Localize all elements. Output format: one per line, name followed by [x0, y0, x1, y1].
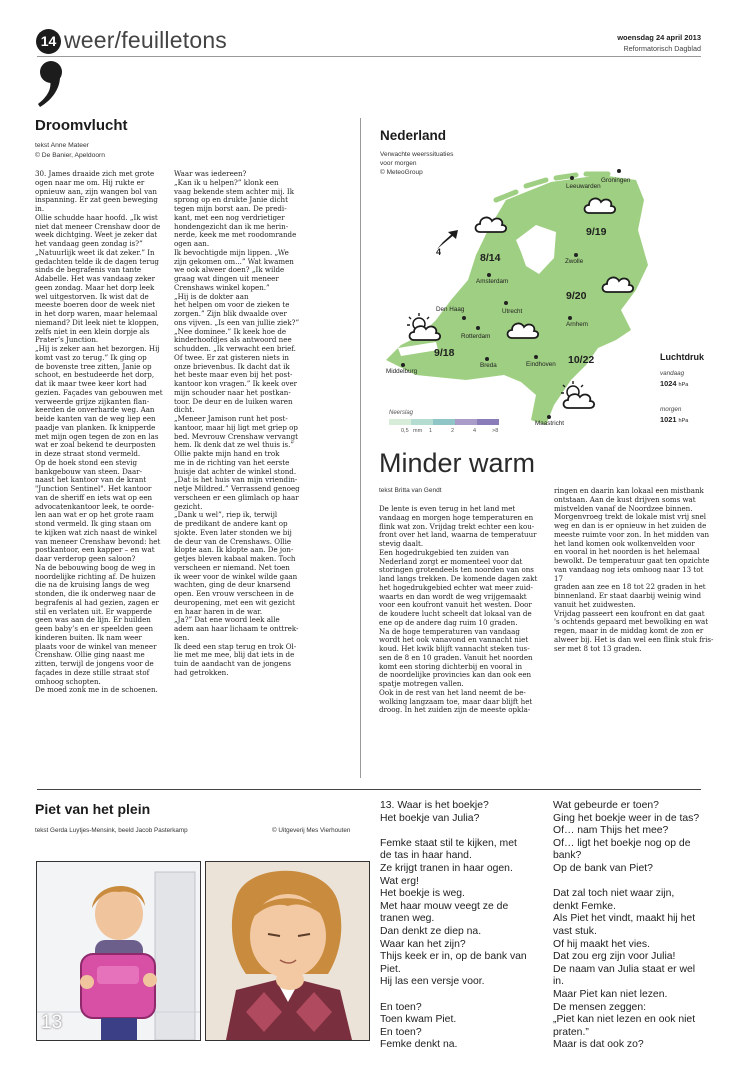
temperature-label: 10/22 — [568, 354, 595, 366]
city-label: Amsterdam — [476, 278, 509, 285]
rain-legend-value: 1 — [429, 428, 433, 434]
weather-copyright: © MeteoGroup — [380, 169, 423, 176]
weather-article-column-1: De lente is even terug in het land met vandaag en morgen hoge temperaturen en flink wat zon. Vrijdag trekt echter een kou- front over het land, waarna de temperatuur stevig daalt. Een hogedrukgebied ten zuiden van Nederland zorgt er momenteel voor dat storingen grotendeels ten noorden van ons land langs trekken. De komende dagen zakt het hogedrukgebied echter wat meer zuid- waarts en dan wordt de weg vrijgemaakt voor een koufront vanuit het westen. Door de koudere lucht scheelt dat lokaal van de ene op de andere dag ruim 10 graden. Na de hoge temperaturen van vandaag wordt het ook vanavond en vannacht niet koud. Het kwik blijft vannacht steken tus- sen de 8 en 10 graden. Vanuit het noorden komt een storing dichterbij en vooral in de noordelijke provincies kan dan ook een spatje motregen vallen. Ook in de rest van het land neemt de be- wolking langzaam toe, maar daar blijft het droog. In het zuiden zijn de meeste opkla- — [379, 505, 538, 715]
cloud-icon — [583, 193, 617, 215]
rain-legend-value: 4 — [473, 428, 477, 434]
rain-legend-bar — [389, 419, 499, 425]
temperature-label: 9/18 — [434, 347, 455, 359]
rain-swatch — [389, 419, 411, 425]
header-paper: Reformatorisch Dagblad — [623, 44, 701, 53]
feuilleton-publisher: © De Banier, Apeldoorn — [35, 152, 105, 159]
weather-subtitle-2: voor morgen — [380, 160, 417, 167]
wind-value: 4 — [436, 247, 442, 257]
city-marker — [476, 326, 480, 330]
weather-subtitle-1: Verwachte weerssituaties — [380, 151, 454, 158]
city-label: Leeuwarden — [566, 183, 601, 190]
rain-swatch — [433, 419, 455, 425]
temperature-label: 8/14 — [480, 252, 501, 264]
city-marker — [462, 316, 466, 320]
comic-text-column-1: 13. Waar is het boekje? Het boekje van Julia? Femke staat stil te kijken, met de tas in haar hand. Ze krijgt tranen in haar ogen. Wat erg! Het boekje is weg. Met haar mouw veegt ze de tranen weg. Dan denkt ze diep na. Waar kan het zijn? Thijs keek er in, op de bank van Piet. Hij las een versje voor. En toen? Toen kwam Piet. En toen? Femke denkt na. — [380, 800, 527, 1051]
comic-copyright: © Uitgeverij Mes Vierhouten — [272, 827, 351, 834]
header-rule — [37, 56, 701, 57]
city-label: Den Haag — [436, 306, 465, 313]
temperature-label: 9/20 — [566, 290, 587, 302]
city-label: Maastricht — [535, 420, 565, 427]
rain-legend-value: >8 — [492, 428, 499, 434]
comic-panel-1 — [36, 861, 201, 1041]
section-divider — [37, 789, 701, 790]
pressure-tomorrow-value — [660, 415, 688, 424]
city-label: Zwolle — [565, 258, 584, 265]
feuilleton-column-1: 30. James draaide zich met grote ogen naar me om. Hij rukte er opnieuw aan, zijn wangen bol van inspanning. Er zat geen beweging in. Ollie schudde haar hoofd. „Ik wist niet dat meneer Crenshaw door de week dichtging. Weet je zeker dat het vandaag geen zondag is?” „Natuurlijk weet ik dat zeker.” In gedachten telde ik de dagen terug sinds de begrafenis van tante Adabelle. Het was vandaag zeker geen zondag. Maar het dorp leek wel uitgestorven. Ik wist dat de meeste boeren door de week niet in het dorp waren, maar helemaal niemand? Dit leek niet te kloppen, zelfs niet in een klein dorpje als Prater’s Junction. „Hij is zeker aan het bezorgen. Hij komt vast zo terug.” Ik ging op de bovenste tree zitten, Janie op schoot, en bestudeerde het dorp, dat ik maar twee keer kort had gezien. Façades van gebouwen met verweerde grijze zijkanten flan- keerden de onverharde weg. Aan beide kanten van de weg liep een paadje van planken. Ik knipperde met mijn ogen tegen de zon en las wat er zoal bekend te deurposten in deze straat stond vermeld. Op de hoek stond een stevig bankgebouw van steen. Daar- naast het kantoor van de krant "Junction Sentinel". Het kantoor van de sheriff en iets wat op een advocatenkantoor leek, te oorde- len aan wat er op het grote raam stond vermeld. Ik ging staan om te kijken wat zich naast de winkel van meneer Crenshaw bevond: het postkantoor, een kapper – en wat daar verderop geen saloon? Na de bebouwing boog de weg in noordelijke richting af. De huizen die na de kruising langs de weg stonden, die ik onderweg naar de begrafenis al had gezien, zagen er stil en verlaten uit. Er wapperde geen was aan de lijn. Er huilden geen baby’s en er speelden geen kinderen buiten. Ik nam weer plaats voor de winkel van meneer Crenshaw. Ollie ging naast me zitten, terwijl de jongens voor de façades in deze stille straat stof omhoog schopten. De moed zonk me in de schoenen. — [35, 170, 163, 695]
city-label: Rotterdam — [461, 333, 491, 340]
rain-legend-value: 2 — [451, 428, 455, 434]
comic-title: Piet van het plein — [35, 801, 151, 817]
rain-swatch — [411, 419, 433, 425]
header-date: woensdag 24 april 2013 — [617, 33, 701, 42]
comic-text-column-2: Wat gebeurde er toen? Ging het boekje weer in de tas? Of… nam Thijs het mee? Of… ligt het boekje nog op de bank? Op de bank van Piet? Dat zal toch niet waar zijn, denkt Femke. Als Piet het vindt, maakt hij het vast stuk. Of hij maakt het vies. Dat zou erg zijn voor Julia! De naam van Julia staat er wel in. Maar Piet kan niet lezen. De mensen zeggen: „Piet kan niet lezen en ook niet praten.” Maar is dat ook zo? — [553, 800, 700, 1051]
city-label: Arnhem — [566, 321, 589, 328]
weather-headline: Minder warm — [379, 448, 536, 478]
feuilleton-credit: tekst Anne Mateer — [35, 142, 89, 149]
city-marker — [568, 316, 572, 320]
column-divider — [360, 118, 361, 778]
pressure-unit: hPa — [678, 382, 689, 388]
city-marker — [574, 253, 578, 257]
city-label: Groningen — [601, 177, 631, 184]
city-label: Utrecht — [502, 308, 523, 315]
cloud-icon — [506, 318, 540, 340]
rain-legend-value: 0,5 — [401, 428, 409, 434]
comic-panel-number: 13 — [41, 1012, 63, 1033]
cloud-icon — [474, 212, 508, 234]
weather-article-column-2: ringen en daarin kan lokaal een mistbank ontstaan. Aan de kust drijven soms wat mistvelden vanaf de Noordzee binnen. Morgenvroeg trekt de lokale mist vrij snel weg en dan is er opnieuw in het zuiden de meeste ruimte voor zon. In het midden van het land komen ook wolkenvelden voor en vooral in het noorden is het helemaal bewolkt. De temperatuur gaat ten opzichte van vandaag nog iets omhoog naar 13 tot 17 graden aan zee en 18 tot 22 graden in het binnenland. Er staat daarbij weinig wind vanuit het zuidwesten. Vrijdag passeert een koufront en dat gaat 's ochtends gepaard met bewolking en wat regen, maar in de middag komt de zon er alweer bij. Het is dan wel een flink stuk fris- ser met 8 tot 13 graden. — [554, 487, 714, 653]
sun-cloud-icon — [560, 380, 596, 410]
rain-legend-value: mm — [413, 428, 423, 434]
temperature-label: 9/19 — [586, 226, 607, 238]
rain-legend-title: Neerslag — [389, 410, 414, 416]
rain-swatch — [477, 419, 499, 425]
city-marker — [617, 169, 621, 173]
feuilleton-title: Droomvlucht — [35, 117, 128, 134]
city-label: Breda — [480, 362, 497, 369]
feuilleton-column-2: Waar was iedereen? „Kan ik u helpen?” klonk een vaag bekende stem achter mij. Ik sprong op en drukte Janie dicht tegen mijn borst aan. De predi- kant, met een nog verdrietiger hondengezicht dan ik me herin- nerde, keek me met roodomrande ogen aan. Ik bevochtigde mijn lippen. „We zijn gekomen om...” Wat kwamen we ook alweer doen? „Ik wilde graag wat dingen uit meneer Crenshaws winkel kopen.” „Hij is de dokter aan het helpen om voor de zieken te zorgen.” Zijn blik dwaalde over ons vijven. „Is een van jullie ziek?” „Nee dominee.” Ik keek hoe de kinderhoofdjes als antwoord nee schudden. „Ik verwacht een brief. Of twee. Er zat gisteren niets in onze brievenbus. Ik dacht dat ik het beste maar even bij het post- kantoor kon vragen.” Ik keek over mijn schouder naar het postkan- toor. De deur en de luiken waren dicht. „Meneer Jamison runt het post- kantoor, maar hij ligt met griep op bed. Mevrouw Crenshaw vervangt hem. Ik denk dat ze wel thuis is.” Ollie pakte mijn hand en trok me in de richting van het eerste huisje dat achter de winkel stond. „Dat is het huis van mijn vriendin- netje Mildred.” Verrassend genoeg verscheen er een glimlach op haar gezicht. „Dank u wel”, riep ik, terwijl de predikant de andere kant op sjokte. Even later stonden we bij de deur van de Crenshaws. Ollie klopte aan. Ik klopte aan. De jon- getjes bleven kabaal maken. Toch verscheen er niemand. Net toen ik weer voor de winkel wilde gaan wachten, ging de deur knarsend open. Een vrouw verscheen in de deuropening, met een wit gezicht en haar haren in de war. „Ja?” Dat ene woord leek alle adem aan haar lichaam te onttrek- ken. Ik deed een stap terug en trok Ol- lie met me mee, blij dat iets in de tuin de aandacht van de jongens had getrokken. — [174, 170, 300, 677]
weather-article-credit: tekst Britta van Gendt — [379, 487, 442, 494]
pressure-tomorrow-number: 1021 — [660, 415, 677, 424]
comic-panel-2-illustration — [206, 862, 369, 1040]
city-marker — [485, 357, 489, 361]
sun-cloud-icon — [406, 312, 442, 342]
pressure-title: Luchtdruk — [660, 352, 704, 362]
city-marker — [401, 363, 405, 367]
weather-title: Nederland — [380, 128, 447, 143]
city-label: Middelburg — [386, 368, 418, 375]
city-marker — [534, 355, 538, 359]
pressure-tomorrow-label: morgen — [660, 406, 682, 413]
section-title: weer/feuilletons — [64, 27, 228, 53]
comic-panel-2 — [205, 861, 370, 1041]
netherlands-map — [376, 170, 676, 430]
comma-ornament — [34, 58, 70, 110]
city-label: Eindhoven — [526, 361, 556, 368]
rain-swatch — [455, 419, 477, 425]
comic-credit: tekst Gerda Luytjes-Mensink, beeld Jacob Pasterkamp — [35, 827, 188, 834]
pressure-unit: hPa — [678, 418, 689, 424]
city-marker — [570, 176, 574, 180]
pressure-today-value — [660, 379, 688, 388]
city-marker — [547, 415, 551, 419]
page-number: 14 — [40, 33, 57, 49]
cloud-icon — [601, 272, 635, 294]
pressure-today-number: 1024 — [660, 379, 677, 388]
pressure-today-label: vandaag — [660, 370, 685, 377]
city-marker — [487, 273, 491, 277]
city-marker — [504, 301, 508, 305]
